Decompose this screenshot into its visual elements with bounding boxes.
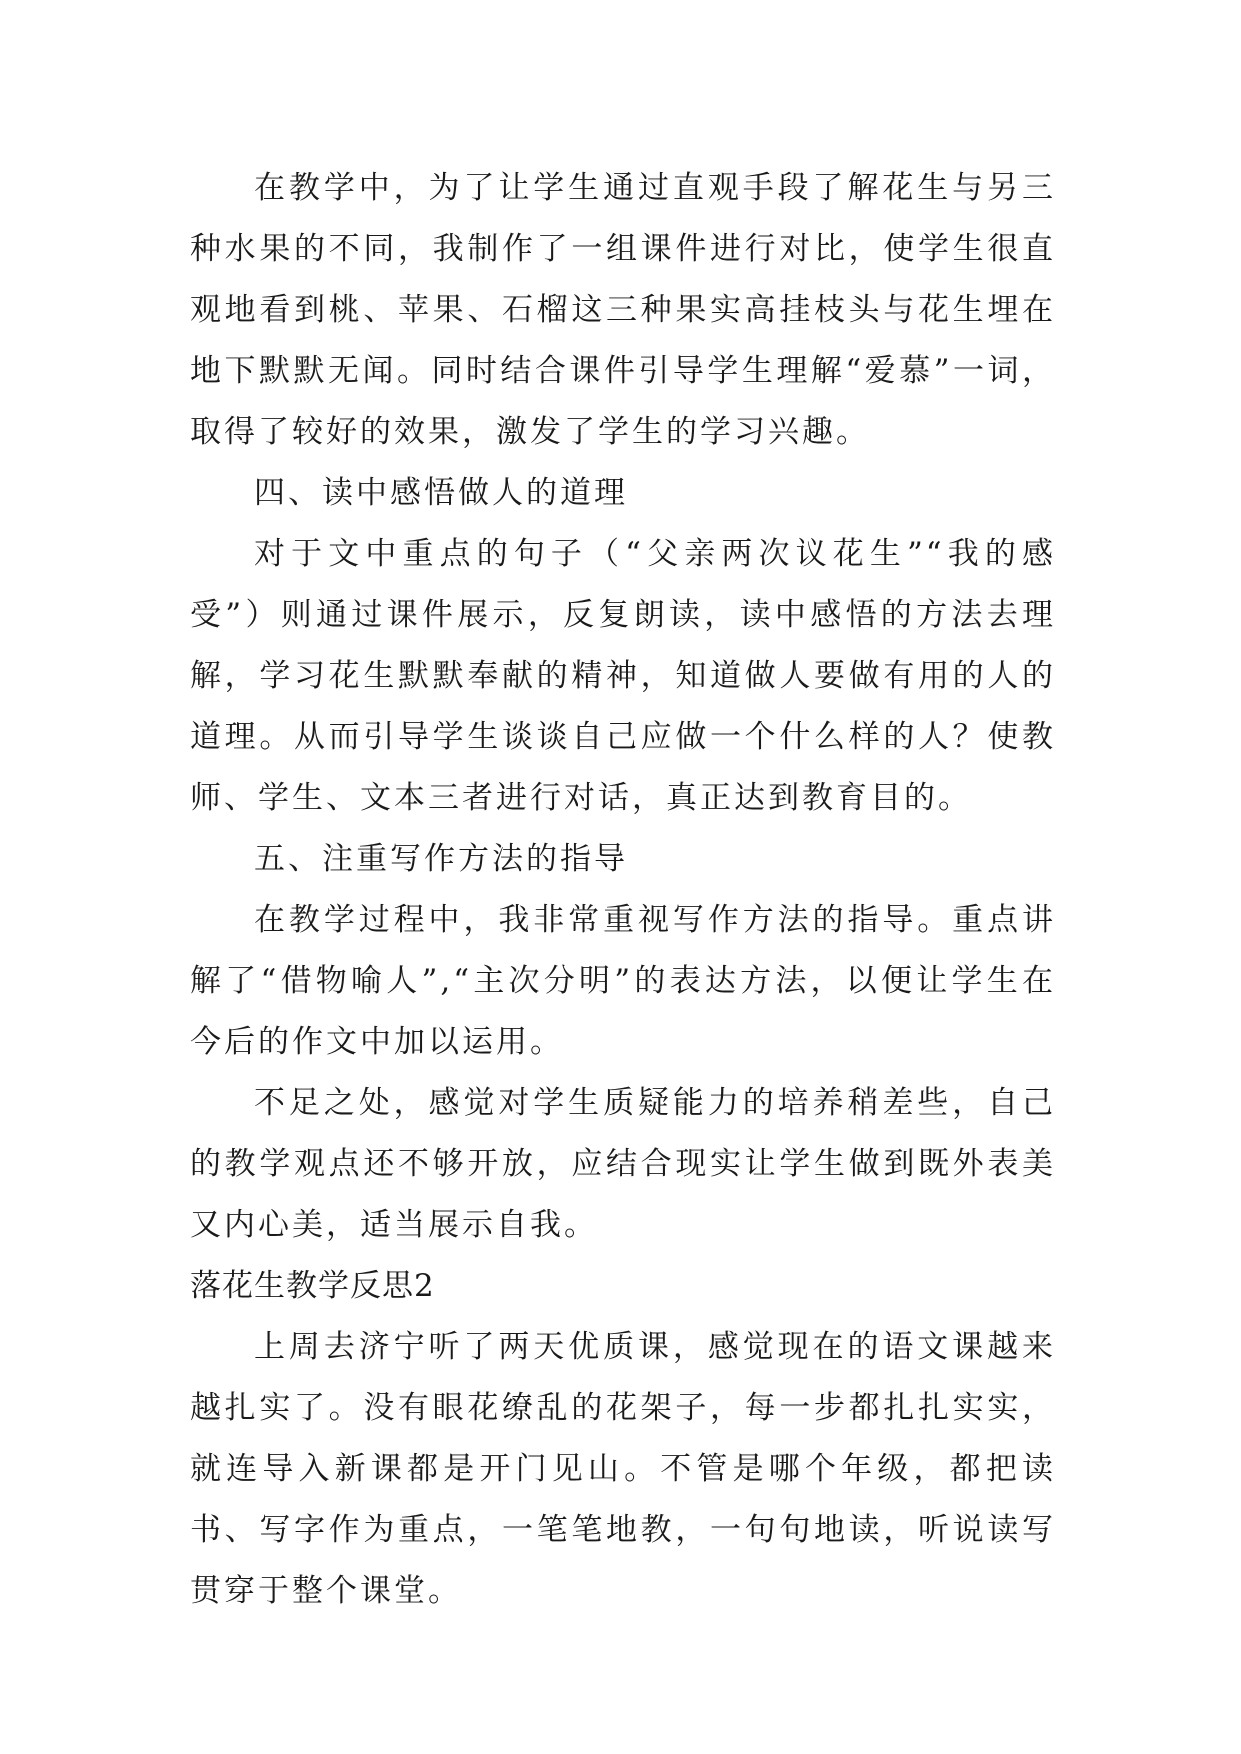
paragraph-shortcoming: 不足之处，感觉对学生质疑能力的培养稍差些，自己的教学观点还不够开放，应结合现实让学生做到既外表美又内心美，适当展示自我。 [190, 1085, 1056, 1243]
heading-four: 四、读中感悟做人的道理 [254, 475, 628, 511]
section-title-2: 落花生教学反思2 [190, 1268, 435, 1304]
document-body [190, 158, 1056, 1622]
heading-five: 五、注重写作方法的指导 [254, 841, 628, 877]
paragraph-four: 对于文中重点的句子（“父亲两次议花生”“我的感受”）则通过课件展示，反复朗读，读中感悟的方法去理解，学习花生默默奉献的精神，知道做人要做有用的人的道理。从而引导学生谈谈自己应做一个什么样的人？使教师、学生、文本三者进行对话，真正达到教育目的。 [190, 536, 1056, 816]
paragraph-intro: 在教学中，为了让学生通过直观手段了解花生与另三种水果的不同，我制作了一组课件进行对比，使学生很直观地看到桃、苹果、石榴这三种果实高挂枝头与花生埋在地下默默无闻。同时结合课件引导学生理解“爱慕”一词，取得了较好的效果，激发了学生的学习兴趣。 [190, 170, 1056, 450]
paragraph-five: 在教学过程中，我非常重视写作方法的指导。重点讲解了“借物喻人”,“主次分明”的表达方法，以便让学生在今后的作文中加以运用。 [190, 902, 1056, 1060]
paragraph-reflection-2: 上周去济宁听了两天优质课，感觉现在的语文课越来越扎实了。没有眼花缭乱的花架子，每一步都扎扎实实，就连导入新课都是开门见山。不管是哪个年级，都把读书、写字作为重点，一笔笔地教，一句句地读，听说读写贯穿于整个课堂。 [190, 1329, 1056, 1609]
